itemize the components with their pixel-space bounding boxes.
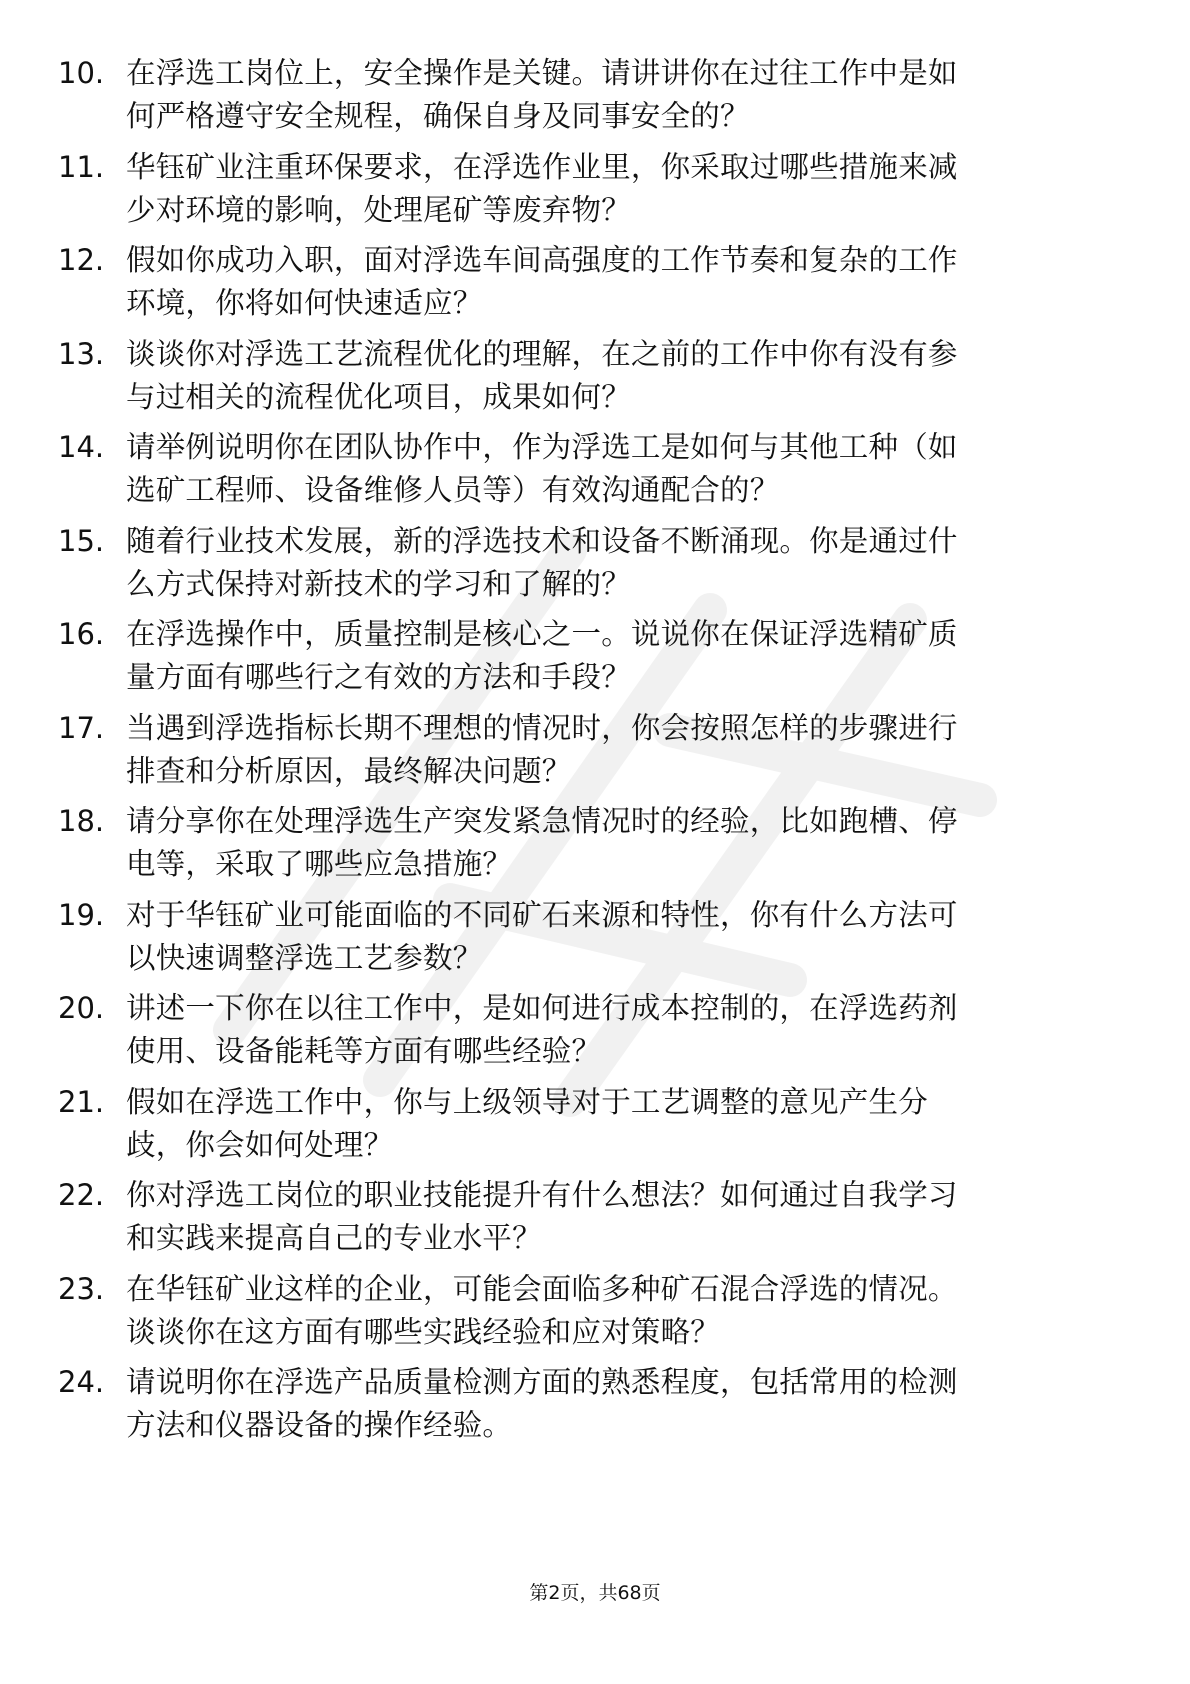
question-number: 13.	[58, 336, 105, 371]
question-text: 请举例说明你在团队协作中，作为浮选工是如何与其他工种（如 选矿工程师、设备维修人员等）有效沟通配合的？	[126, 430, 958, 507]
question-text: 在华钰矿业这样的企业，可能会面临多种矿石混合浮选的情况。 谈谈你在这方面有哪些实践经验和应对策略？	[126, 1271, 958, 1349]
question-number: 10.	[58, 56, 105, 90]
question-text: 随着行业技术发展，新的浮选技术和设备不断涌现。你是通过什 么方式保持对新技术的学习和了解的？	[126, 523, 958, 601]
question-text: 当遇到浮选指标长期不理想的情况时，你会按照怎样的步骤进行 排查和分析原因，最终解决问题？	[126, 710, 958, 788]
question-item	[58, 146, 1138, 240]
question-item	[58, 1081, 1138, 1175]
question-text: 讲述一下你在以往工作中，是如何进行成本控制的，在浮选药剂 使用、设备能耗等方面有哪些经验？	[126, 991, 958, 1068]
question-number: 16.	[58, 617, 105, 651]
page-footer: 第2页，共68页	[529, 1582, 661, 1604]
question-item	[58, 1268, 1138, 1362]
question-item	[58, 613, 1138, 707]
question-number: 17.	[58, 710, 105, 745]
question-item	[58, 333, 1138, 427]
question-number: 11.	[58, 149, 105, 184]
question-text: 在浮选工岗位上，安全操作是关键。请讲讲你在过往工作中是如 何严格遵守安全规程，确保自身及同事安全的？	[126, 56, 958, 133]
question-item	[58, 239, 1138, 333]
question-item	[58, 894, 1138, 988]
question-item	[58, 707, 1138, 801]
question-number: 14.	[58, 430, 105, 464]
question-item	[58, 987, 1138, 1081]
question-text: 请分享你在处理浮选生产突发紧急情况时的经验，比如跑槽、停 电等，采取了哪些应急措施？	[126, 804, 958, 881]
question-item	[58, 426, 1138, 520]
question-text: 华钰矿业注重环保要求，在浮选作业里，你采取过哪些措施来减 少对环境的影响，处理尾矿等废弃物？	[126, 149, 958, 227]
question-number: 18.	[58, 804, 105, 838]
question-number: 21.	[58, 1084, 105, 1119]
question-list	[58, 52, 1138, 1455]
question-text: 你对浮选工岗位的职业技能提升有什么想法？如何通过自我学习 和实践来提高自己的专业水平？	[126, 1178, 958, 1255]
question-text: 请说明你在浮选产品质量检测方面的熟悉程度，包括常用的检测 方法和仪器设备的操作经验。	[126, 1365, 958, 1442]
question-item	[58, 800, 1138, 894]
question-number: 12.	[58, 243, 105, 277]
question-item	[58, 1174, 1138, 1268]
question-text: 谈谈你对浮选工艺流程优化的理解，在之前的工作中你有没有参 与过相关的流程优化项目，成果如何？	[126, 336, 958, 414]
question-text: 对于华钰矿业可能面临的不同矿石来源和特性，你有什么方法可 以快速调整浮选工艺参数？	[126, 897, 958, 975]
question-item	[58, 520, 1138, 614]
question-number: 20.	[58, 991, 105, 1025]
question-number: 23.	[58, 1271, 105, 1306]
question-item	[58, 52, 1138, 146]
question-text: 假如你成功入职，面对浮选车间高强度的工作节奏和复杂的工作 环境，你将如何快速适应？	[126, 243, 958, 320]
question-text: 假如在浮选工作中，你与上级领导对于工艺调整的意见产生分 歧，你会如何处理？	[126, 1084, 928, 1162]
question-number: 19.	[58, 897, 105, 932]
question-item	[58, 1361, 1138, 1455]
question-text: 在浮选操作中，质量控制是核心之一。说说你在保证浮选精矿质 量方面有哪些行之有效的方法和手段？	[126, 617, 958, 694]
question-number: 22.	[58, 1178, 105, 1212]
question-number: 24.	[58, 1365, 105, 1399]
question-number: 15.	[58, 523, 105, 558]
